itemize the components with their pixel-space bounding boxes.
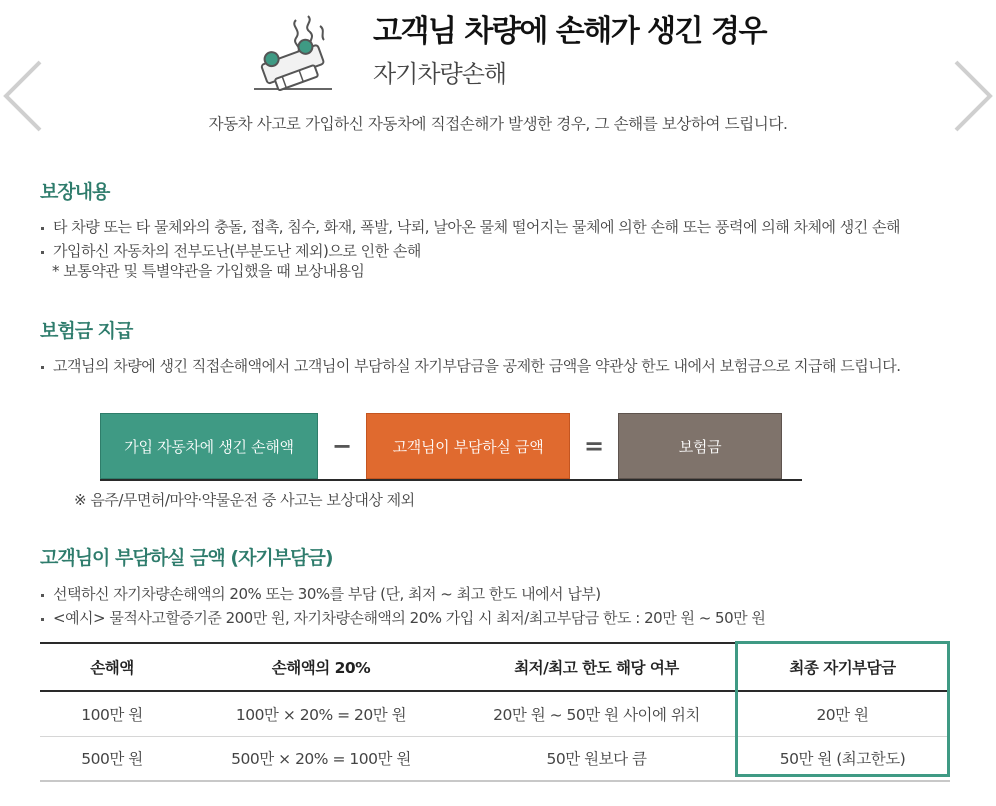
table-header-row <box>40 643 950 691</box>
formula-payout-box: 보험금 <box>618 413 782 479</box>
coverage-list <box>40 215 900 263</box>
overturned-car-icon <box>252 12 336 92</box>
table-cell: 100만 원 <box>40 691 184 736</box>
table-header: 손해액 <box>40 643 184 691</box>
payment-formula <box>100 413 802 481</box>
table-cell: 50만 원 (최고한도) <box>735 736 950 781</box>
table-row <box>40 736 950 781</box>
equals-icon: = <box>583 432 605 460</box>
page-description: 자동차 사고로 가입하신 자동차에 직접손해가 발생한 경우, 그 손해를 보상하여 드립니다. <box>208 115 788 133</box>
table-row <box>40 691 950 736</box>
table-cell: 50만 원보다 큼 <box>458 736 735 781</box>
table-cell: 100만 × 20% = 20만 원 <box>184 691 458 736</box>
deductible-list <box>40 582 765 630</box>
list-item: 선택하신 자기차량손해액의 20% 또는 30%를 부담 (단, 최저 ~ 최고 한도 내에서 납부) <box>40 582 765 606</box>
deductible-example-table <box>40 642 950 782</box>
table-cell: 500만 × 20% = 100만 원 <box>184 736 458 781</box>
list-item: 타 차량 또는 타 물체와의 충돌, 접촉, 침수, 화재, 폭발, 낙뢰, 날아온 물체 떨어지는 물체에 의한 손해 또는 풍력에 의해 차체에 생긴 손해 <box>40 215 900 239</box>
deductible-section-title: 고객님이 부담하실 금액 (자기부담금) <box>40 547 333 569</box>
formula-deductible-box: 고객님이 부담하실 금액 <box>366 413 570 479</box>
list-item: 가입하신 자동차의 전부도난(부분도난 제외)으로 인한 손해 <box>40 239 900 263</box>
coverage-note: * 보통약관 및 특별약관을 가입했을 때 보상내용임 <box>52 262 365 280</box>
list-item: 고객님의 차량에 생긴 직접손해액에서 고객님이 부담하실 자기부담금을 공제한 금액을 약관상 한도 내에서 보험금으로 지급해 드립니다. <box>40 354 900 378</box>
minus-icon: − <box>331 432 353 460</box>
exclusion-note: ※ 음주/무면허/마약·약물운전 중 사고는 보상대상 제외 <box>74 491 415 509</box>
formula-damage-box: 가입 자동차에 생긴 손해액 <box>100 413 318 479</box>
table-header: 최종 자기부담금 <box>735 643 950 691</box>
table-cell: 500만 원 <box>40 736 184 781</box>
payment-list <box>40 354 900 378</box>
payment-section-title: 보험금 지급 <box>40 320 133 342</box>
table-header: 손해액의 20% <box>184 643 458 691</box>
table-cell: 20만 원 <box>735 691 950 736</box>
table-header: 최저/최고 한도 해당 여부 <box>458 643 735 691</box>
list-item: <예시> 물적사고할증기준 200만 원, 자기차량손해액의 20% 가입 시 최저/최고부담금 한도 : 20만 원 ~ 50만 원 <box>40 606 765 630</box>
page-title: 고객님 차량에 손해가 생긴 경우 <box>373 14 767 49</box>
table-cell: 20만 원 ~ 50만 원 사이에 위치 <box>458 691 735 736</box>
page-header <box>0 0 996 133</box>
page-subtitle: 자기차량손해 <box>373 60 507 88</box>
coverage-section-title: 보장내용 <box>40 181 110 203</box>
